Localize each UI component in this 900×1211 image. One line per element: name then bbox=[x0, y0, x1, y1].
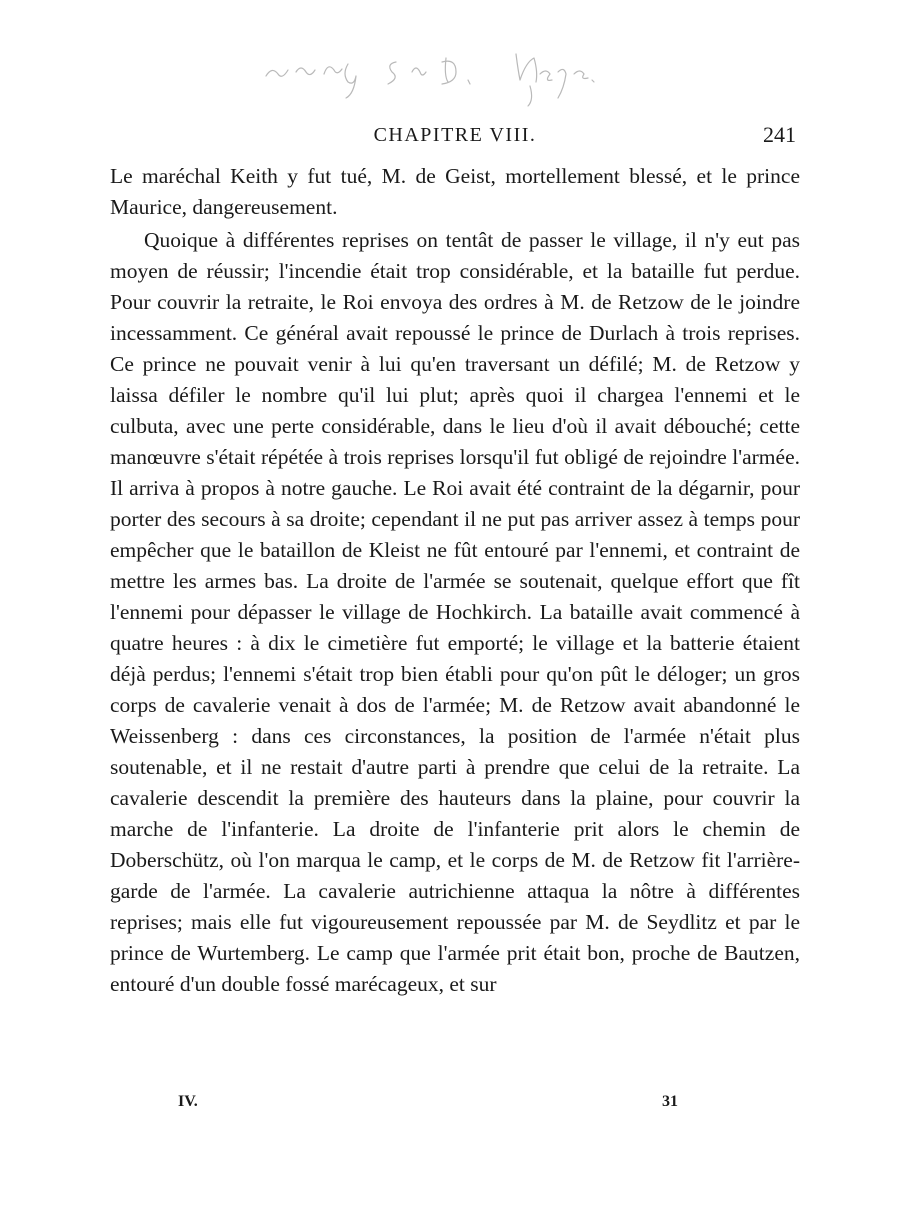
paragraph-1: Le maréchal Keith y fut tué, M. de Geist, mortellement blessé, et le prince Maurice, dangereusement. bbox=[110, 164, 800, 219]
page-footer bbox=[0, 1090, 900, 1114]
pencil-annotation bbox=[262, 52, 602, 108]
chapter-title: CHAPITRE VIII. bbox=[373, 124, 537, 146]
pencil-scribble-drawing bbox=[262, 52, 602, 108]
running-head bbox=[110, 120, 800, 150]
paragraph-2: Quoique à différentes reprises on tentât de passer le village, il n'y eut pas moyen de réussir; l'incendie était trop considérable, et la bataille fut perdue. Pour couvrir la retraite, le Roi envoya des ordres à M. de Retzow de le joindre incessamment. Ce général avait repoussé le prince de Durlach à trois reprises. Ce prince ne pouvait venir à lui qu'en traversant un défilé; M. de Retzow y laissa défiler le nombre qu'il lui plut; après quoi il chargea l'ennemi et le culbuta, avec une perte considérable, dans le lieu d'où il avait débouché; cette manœuvre s'était répétée à trois reprises lorsqu'il fut obligé de rejoindre l'armée. Il arriva à propos à notre gauche. Le Roi avait été contraint de la dégarnir, pour porter des secours à sa droite; cependant il ne put pas arriver assez à temps pour empêcher que le bataillon de Kleist ne fût entouré par l'ennemi, et contraint de mettre les armes bas. La droite de l'armée se soutenait, quelque effort que fît l'ennemi pour dépasser le village de Hochkirch. La bataille avait commencé à quatre heures : à dix le cimetière fut emporté; le village et la batterie étaient déjà perdus; l'ennemi s'était trop bien établi pour qu'on pût le déloger; un gros corps de cavalerie venait à dos de l'armée; M. de Retzow avait abandonné le Weissenberg : dans ces circonstances, la position de l'armée n'était plus soutenable, et il ne restait d'autre parti à prendre que celui de la retraite. La cavalerie descendit la première des hauteurs dans la plaine, pour couvrir la marche de l'infanterie. La droite de l'infanterie prit alors le chemin de Doberschütz, où l'on marqua le camp, et le corps de M. de Retzow fit l'arrière-garde de l'armée. La cavalerie autrichienne attaqua la nôtre à différentes reprises; mais elle fut vigoureusement repoussée par M. de Seydlitz et par le prince de Wurtemberg. Le camp que l'armée prit était bon, proche de Bautzen, entouré d'un double fossé marécageux, et sur bbox=[110, 228, 800, 996]
sheet-number: 31 bbox=[662, 1093, 678, 1110]
page-number: 241 bbox=[763, 122, 796, 147]
signature-mark: IV. bbox=[178, 1093, 198, 1110]
body-text bbox=[110, 161, 800, 1000]
